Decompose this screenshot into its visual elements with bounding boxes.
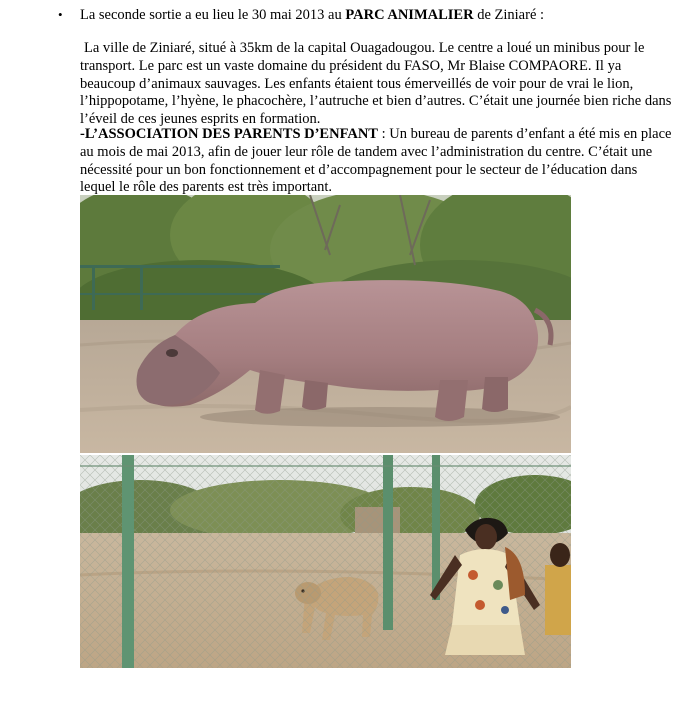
- bullet-text: [80, 6, 544, 24]
- bullet-text-after: de Ziniaré :: [473, 7, 545, 23]
- paragraph-parc-animalier: La ville de Ziniaré, situé à 35km de la capital Ouagadougou. Le centre a loué un minibus pour le transport. Le parc est un vaste domaine du président du FASO, Mr Blaise COMPAORE. Il ya beaucoup d’animaux sauvages. Les enfants étaient tous émerveillés de voir pour de vrai le lion, l’hippopotame, l’hyène, le phacochère, l’autruche et bien d’autres. C’était une journée bien riche dans l’éveil de ces jeunes esprits en formation.: [80, 40, 672, 128]
- bullet-text-before: La seconde sortie a eu lieu le 30 mai 2013 au: [80, 7, 346, 23]
- association-heading: -L’ASSOCIATION DES PARENTS D’ENFANT: [80, 126, 378, 142]
- hippopotamus-photo: [80, 195, 571, 453]
- lioness-and-woman-photo: [80, 455, 571, 668]
- bullet-text-bold: PARC ANIMALIER: [345, 7, 474, 23]
- bullet-dot: •: [58, 7, 63, 22]
- paragraph-association: [80, 126, 676, 197]
- association-text: : Un bureau de parents d’enfant a été mis en place au mois de mai 2013, afin de jouer leur rôle de tandem avec l’administration du centre. C’était une nécessité pour un bon fonctionnement et d’accompagnement pour le secteur de l’éducation dans lequel le rôle des parents est très important.: [80, 126, 672, 196]
